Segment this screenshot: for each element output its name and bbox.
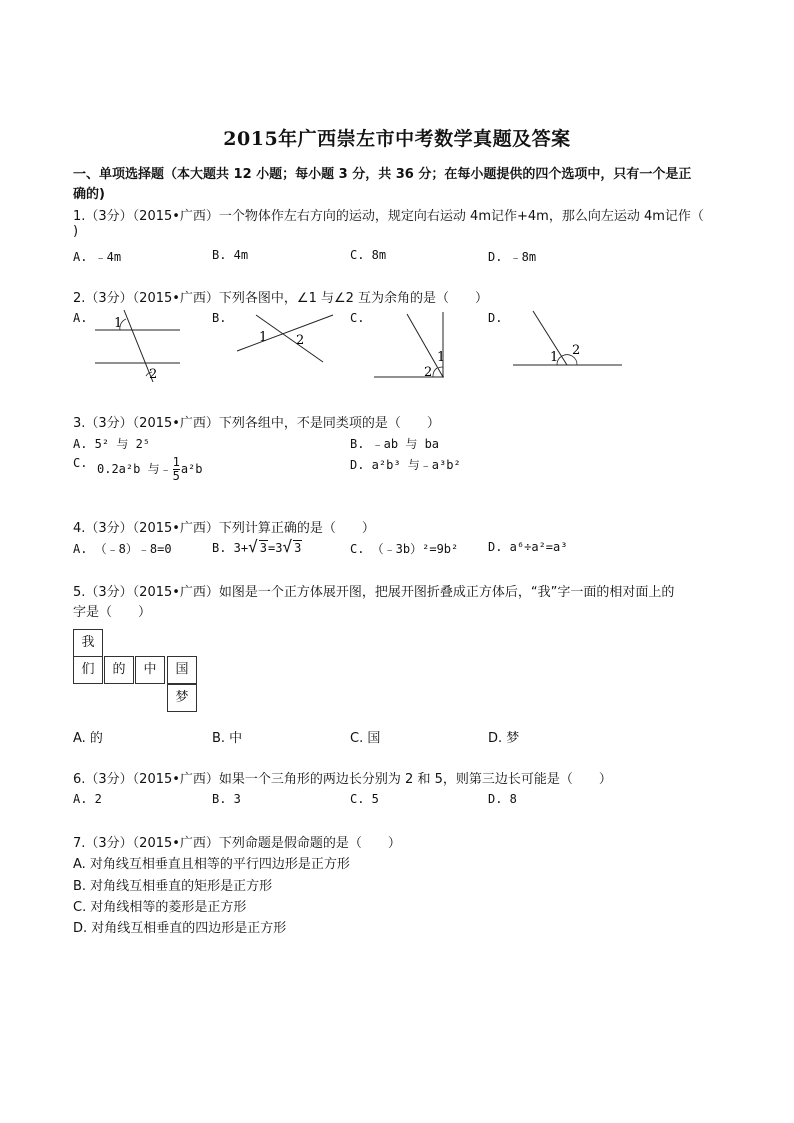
q7-option-d: D. 对角线互相垂直的四边形是正方形 (73, 921, 287, 936)
q3-option-b: B. ﹣ab 与 ba (350, 437, 440, 451)
q4-option-a: A. （﹣8）﹣8=0 (73, 542, 172, 556)
q2-figure-b (230, 306, 340, 366)
q2-option-b-letter: B. (212, 311, 227, 325)
q6-option-b: B. 3 (212, 792, 241, 806)
q2-figure-c (370, 308, 450, 383)
q3-option-c (97, 456, 203, 483)
q4-option-b (212, 537, 302, 556)
q3-option-d: D. a²b³ 与﹣a³b² (350, 458, 461, 472)
q1-option-b: B. 4m (212, 248, 249, 262)
q1-stem-line2: ) (73, 224, 79, 239)
q2-fig-b-label-2: 2 (296, 333, 305, 348)
q4-option-b-mid: =3 (268, 541, 283, 555)
q1-stem-line1: 1.（3分）（2015•广西）一个物体作左右方向的运动，规定向右运动 4m记作+4m，那么向左运动 4m记作（ (73, 209, 704, 224)
q3-option-c-fraction (173, 456, 180, 483)
q7-option-b: B. 对角线互相垂直的矩形是正方形 (73, 879, 273, 894)
q1-option-c: C. 8m (350, 248, 387, 262)
q2-fig-a-label-2: 2 (149, 367, 158, 382)
q4-option-b-radicand-1: 3 (259, 541, 267, 555)
net-cell-men: 们 (73, 656, 103, 684)
q2-fig-d-label-2: 2 (572, 343, 581, 358)
q5-option-b: B. 中 (212, 731, 243, 746)
q3-option-c-letter: C. (73, 456, 88, 470)
q5-stem-line1: 5.（3分）（2015•广西）如图是一个正方体展开图，把展开图折叠成正方体后，“我”字一面的相对面上的 (73, 585, 675, 600)
q3-option-c-right: a²b (180, 462, 203, 476)
q2-figure-a (90, 306, 190, 386)
fraction-numerator: 1 (172, 455, 180, 469)
q2-stem: 2.（3分）（2015•广西）下列各图中，∠1 与∠2 互为余角的是（ ） (73, 291, 489, 306)
q2-fig-c-label-1: 1 (437, 350, 446, 365)
q3-option-a: A. 5² 与 2⁵ (73, 437, 151, 451)
fraction-denominator: 5 (172, 469, 180, 483)
q4-stem: 4.（3分）（2015•广西）下列计算正确的是（ ） (73, 521, 375, 536)
q5-stem-line2: 字是（ ） (73, 605, 152, 620)
net-cell-wo: 我 (73, 629, 103, 657)
q5-option-a: A. 的 (73, 731, 103, 746)
q2-fig-d-label-1: 1 (550, 350, 559, 365)
q4-option-b-left: B. 3+ (212, 541, 249, 555)
q7-option-c: C. 对角线相等的菱形是正方形 (73, 900, 247, 915)
section-heading-line1: 一、单项选择题（本大题共 12 小题；每小题 3 分，共 36 分；在每小题提供的四个选项中，只有一个是正 (73, 167, 692, 182)
sqrt-sign-icon: √ (282, 537, 293, 556)
net-cell-zhong: 中 (135, 656, 165, 684)
q3-stem: 3.（3分）（2015•广西）下列各组中，不是同类项的是（ ） (73, 416, 440, 431)
q7-stem: 7.（3分）（2015•广西）下列命题是假命题的是（ ） (73, 836, 401, 851)
q7-option-a: A. 对角线互相垂直且相等的平行四边形是正方形 (73, 857, 350, 872)
q2-fig-c-label-2: 2 (424, 365, 433, 380)
section-heading-line2: 确的) (73, 187, 105, 202)
page-title: 2015年广西崇左市中考数学真题及答案 (223, 128, 571, 150)
q1-option-d: D. ﹣8m (488, 250, 537, 264)
q6-option-d: D. 8 (488, 792, 517, 806)
q2-option-a-letter: A. (73, 311, 88, 325)
q5-option-d: D. 梦 (488, 731, 520, 746)
net-cell-meng: 梦 (167, 684, 197, 712)
q2-fig-b-label-1: 1 (259, 330, 268, 345)
net-cell-de: 的 (104, 656, 134, 684)
q4-option-c: C. （﹣3b）²=9b² (350, 542, 459, 556)
q6-stem: 6.（3分）（2015•广西）如果一个三角形的两边长分别为 2 和 5，则第三边长可能是（ ） (73, 772, 612, 787)
q5-option-c: C. 国 (350, 731, 381, 746)
q4-option-b-radicand-2: 3 (294, 541, 302, 555)
sqrt-sign-icon: √ (248, 537, 258, 556)
q2-option-c-letter: C. (350, 311, 365, 325)
q1-option-a: A. ﹣4m (73, 250, 122, 264)
q3-option-c-left: 0.2a²b 与﹣ (97, 462, 172, 476)
q2-figure-d (510, 306, 625, 371)
q6-option-c: C. 5 (350, 792, 379, 806)
q6-option-a: A. 2 (73, 792, 102, 806)
q2-option-d-letter: D. (488, 311, 503, 325)
q2-fig-a-label-1: 1 (114, 316, 123, 331)
q4-option-d: D. a⁶÷a²=a³ (488, 540, 568, 554)
net-cell-guo: 国 (167, 656, 197, 684)
